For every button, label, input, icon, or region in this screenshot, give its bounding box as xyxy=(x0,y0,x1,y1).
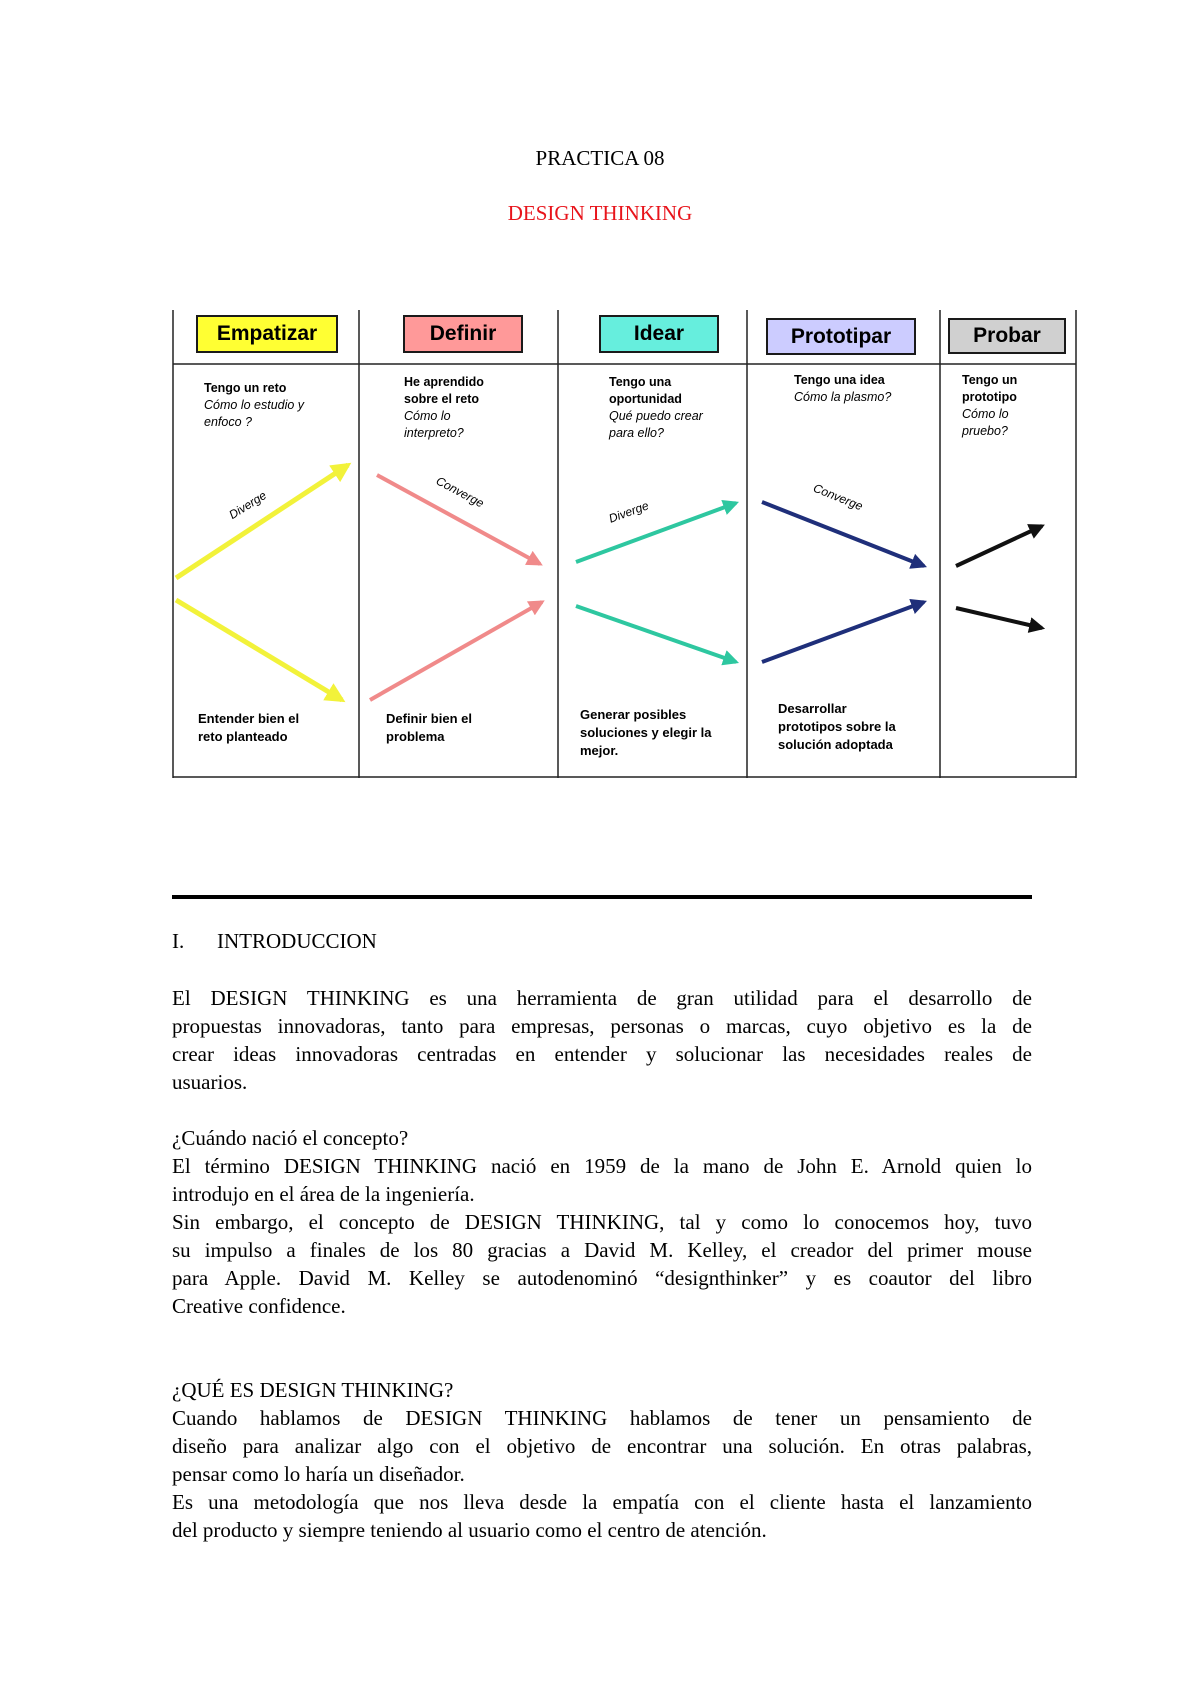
arrow-label-empatizar: Diverge xyxy=(226,488,269,522)
section-number: I. xyxy=(172,929,185,953)
stage-bottom-prototipar: Desarrollar prototipos sobre la solución adoptada xyxy=(778,701,896,752)
paragraph-line: propuestas innovadoras, tanto para empresas, personas o marcas, cuyo objetivo es la de xyxy=(172,1014,1032,1038)
stage-heading-empatizar: Tengo un reto xyxy=(204,381,287,395)
section-title: INTRODUCCION xyxy=(217,929,377,953)
paragraph-line: Es una metodología que nos lleva desde la empatía con el cliente hasta el lanzamiento xyxy=(172,1490,1032,1514)
paragraph-line: Creative confidence. xyxy=(172,1294,346,1318)
stage-heading-definir: He aprendido sobre el reto xyxy=(404,375,484,406)
stage-heading-prototipar: Tengo una idea xyxy=(794,373,885,387)
paragraph-line: El término DESIGN THINKING nació en 1959 de la mano de John E. Arnold quien lo xyxy=(172,1154,1032,1178)
stage-top-empatizar xyxy=(204,380,324,431)
paragraph-line: introdujo en el área de la ingeniería. xyxy=(172,1182,475,1206)
paragraph-line: usuarios. xyxy=(172,1070,248,1094)
stage-label-empatizar: Empatizar xyxy=(196,315,338,353)
stage-question-definir: Cómo lo interpreto? xyxy=(404,409,464,440)
stage-question-probar: Cómo lo pruebo? xyxy=(962,407,1009,438)
arrow-label-definir: Converge xyxy=(433,473,487,511)
section-divider xyxy=(172,895,1032,899)
stage-bottom-definir: Definir bien el problema xyxy=(386,711,472,744)
stage-label-definir: Definir xyxy=(403,315,523,353)
design-thinking-diagram xyxy=(172,310,1078,780)
paragraph-line: diseño para analizar algo con el objetivo de encontrar una solución. En otras palabras, xyxy=(172,1434,1032,1458)
arrow-label-prototipar: Converge xyxy=(811,480,865,514)
intro-paragraph xyxy=(172,984,1032,1096)
paragraph-line: ¿Cuándo nació el concepto? xyxy=(172,1126,409,1150)
stage-question-idear: Qué puedo crear para ello? xyxy=(609,409,703,440)
paragraph-line: crear ideas innovadoras centradas en entender y solucionar las necesidades reales de xyxy=(172,1042,1032,1066)
stage-bottom-empatizar: Entender bien el reto planteado xyxy=(198,711,300,744)
paragraph-line: su impulso a finales de los 80 gracias a David M. Kelley, el creador del primer mouse xyxy=(172,1238,1032,1262)
stage-label-probar: Probar xyxy=(948,318,1066,354)
stage-bottom-idear: Generar posibles soluciones y elegir la mejor. xyxy=(580,707,712,758)
stage-question-empatizar: Cómo lo estudio y enfoco ? xyxy=(204,398,305,429)
origin-paragraph xyxy=(172,1124,1032,1320)
idear-diverge-arrows xyxy=(576,503,736,662)
document-title: PRACTICA 08 xyxy=(535,146,665,170)
section-heading xyxy=(172,929,377,954)
stage-question-prototipar: Cómo la plasmo? xyxy=(794,390,892,404)
stage-top-idear xyxy=(609,374,719,442)
stage-top-prototipar xyxy=(794,372,904,406)
paragraph-line: del producto y siempre teniendo al usuario como el centro de atención. xyxy=(172,1518,767,1542)
stage-label-idear: Idear xyxy=(599,315,719,353)
definir-converge-arrows xyxy=(370,475,542,700)
stage-label-prototipar: Prototipar xyxy=(766,318,916,355)
stage-top-definir xyxy=(404,374,504,442)
arrow-label-idear: Diverge xyxy=(606,498,651,526)
paragraph-line: para Apple. David M. Kelley se autodenominó “designthinker” y es coautor del libro xyxy=(172,1266,1032,1290)
paragraph-line: pensar como lo haría un diseñador. xyxy=(172,1462,465,1486)
paragraph-line: Sin embargo, el concepto de DESIGN THINKING, tal y como lo conocemos hoy, tuvo xyxy=(172,1210,1032,1234)
what-paragraph xyxy=(172,1376,1032,1544)
paragraph-line: ¿QUÉ ES DESIGN THINKING? xyxy=(172,1378,454,1402)
stage-heading-probar: Tengo un prototipo xyxy=(962,373,1018,404)
paragraph-line: El DESIGN THINKING es una herramienta de gran utilidad para el desarrollo de xyxy=(172,986,1032,1010)
document-subtitle: DESIGN THINKING xyxy=(507,201,693,225)
paragraph-line: Cuando hablamos de DESIGN THINKING hablamos de tener un pensamiento de xyxy=(172,1406,1032,1430)
probar-arrows xyxy=(956,526,1042,628)
stage-top-probar xyxy=(962,372,1042,440)
stage-heading-idear: Tengo una oportunidad xyxy=(609,375,682,406)
prototipar-converge-arrows xyxy=(762,502,924,662)
